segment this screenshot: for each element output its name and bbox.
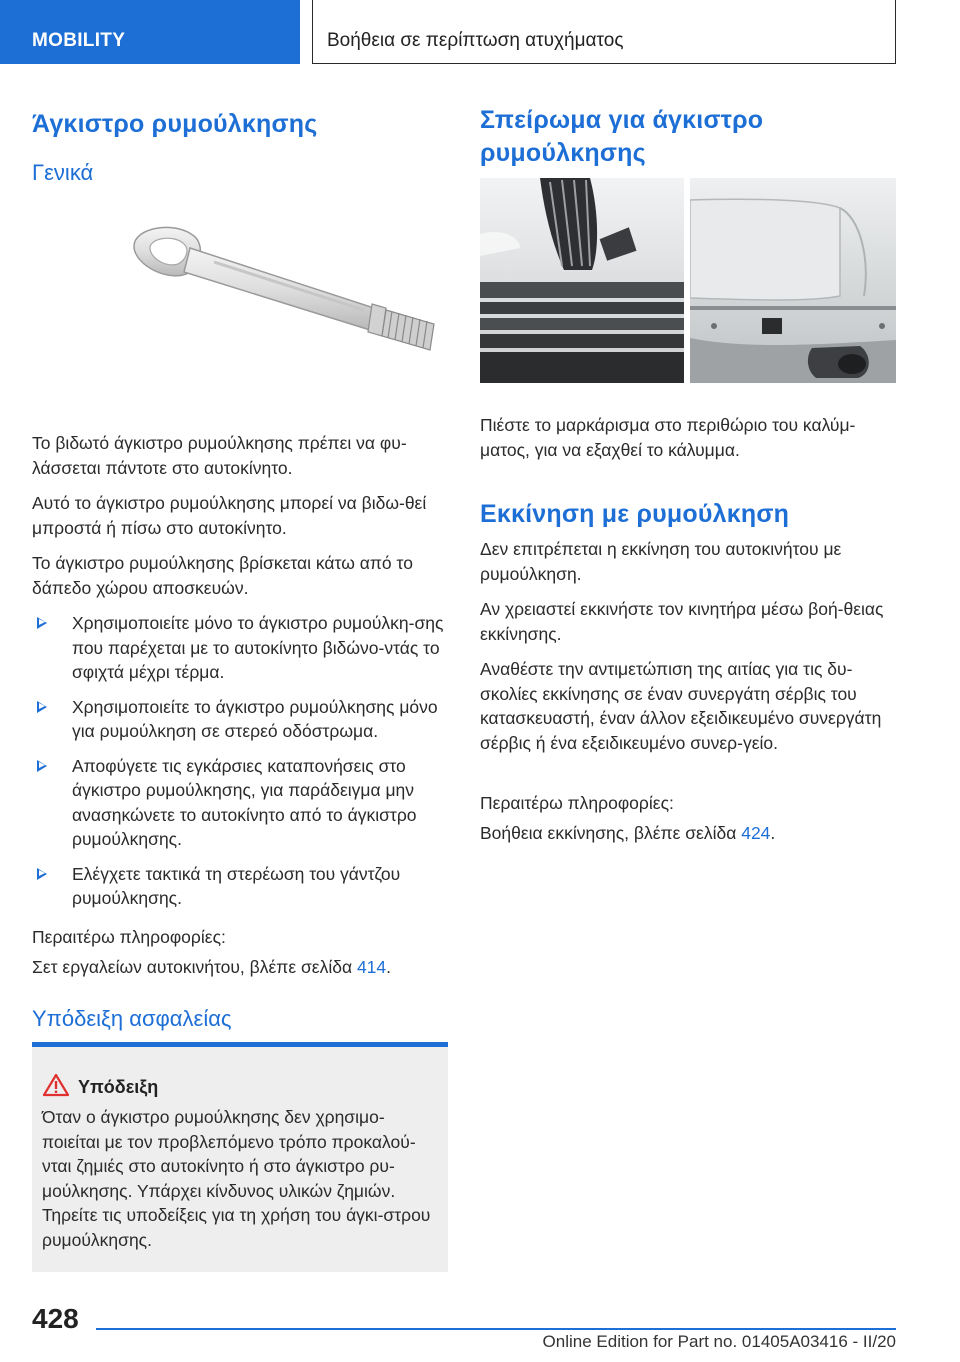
- section-title-tow-start: Εκκίνηση με ρυμούλκηση: [480, 500, 790, 528]
- photo-caption: Πιέστε το μαρκάρισμα στο περιθώριο του καλύμ-ματος, για να εξαχθεί το κάλυμμα.: [480, 415, 856, 460]
- paragraph-jump-start: Αν χρειαστεί εκκινήστε τον κινητήρα μέσω βοή-θειας εκκίνησης.: [480, 599, 884, 644]
- paragraph-mounting: Αυτό το άγκιστρο ρυμούλκησης μπορεί να βιδω-θεί μπροστά ή πίσω στο αυτοκίνητο.: [32, 493, 427, 538]
- list-item: Ελέγχετε τακτικά τη στερέωση του γάντζου ρυμούλκησης.: [32, 862, 448, 911]
- bullet-arrow-icon: [37, 617, 47, 629]
- cross-reference: Σετ εργαλείων αυτοκινήτου, βλέπε σελίδα 414.: [32, 957, 392, 977]
- paragraph-tow-start-prohibited: Δεν επιτρέπεται η εκκίνηση του αυτοκινήτου με ρυμούλκηση.: [480, 539, 842, 584]
- page-title: Άγκιστρο ρυμούλκησης: [32, 110, 318, 138]
- subheading-general: Γενικά: [32, 160, 94, 185]
- chapter-header: [312, 0, 896, 64]
- edition-note: Online Edition for Part no. 01405A03416 - II/20: [542, 1332, 896, 1351]
- cross-reference-right: Βοήθεια εκκίνησης, βλέπε σελίδα 424.: [480, 823, 776, 843]
- section-label: MOBILITY: [32, 30, 126, 51]
- page-number: 428: [32, 1303, 79, 1334]
- tow-hook-image: [124, 218, 444, 378]
- list-item: Αποφύγετε τις εγκάρσιες καταπονήσεις στο άγκιστρο ρυμούλκησης, για παράδειγμα μην ανασηκώνετε το αυτοκίνητο από το άγκιστρο ρυμούλκησης.: [32, 754, 448, 852]
- more-info-label-right: Περαιτέρω πληροφορίες:: [480, 793, 674, 813]
- page-link[interactable]: 424: [741, 823, 771, 843]
- paragraph-storage: Το βιδωτό άγκιστρο ρυμούλκησης πρέπει να φυ-λάσσεται πάντοτε στο αυτοκίνητο.: [32, 433, 407, 478]
- section-title-thread: Σπείρωμα για άγκιστρο ρυμούλκησης: [480, 106, 764, 167]
- bullet-arrow-icon: [37, 701, 47, 713]
- paragraph-location: Το άγκιστρο ρυμούλκησης βρίσκεται κάτω από το δάπεδο χώρου αποσκευών.: [32, 553, 413, 598]
- instruction-list: [32, 611, 448, 921]
- warning-icon: [42, 1073, 70, 1097]
- bumper-photo: [480, 178, 896, 383]
- chapter-label: Βοήθεια σε περίπτωση ατυχήματος: [327, 30, 624, 51]
- safety-notice-box: [32, 1042, 448, 1272]
- page-link[interactable]: 414: [356, 957, 387, 977]
- footer-divider: [96, 1328, 896, 1330]
- bullet-arrow-icon: [37, 868, 47, 880]
- subheading-safety: Υπόδειξη ασφαλείας: [32, 1006, 232, 1031]
- safety-notice-text: Όταν ο άγκιστρο ρυμούλκησης δεν χρησιμο-ποιείται με τον προβλεπόμενο τρόπο προκαλού-νται ζημιές στο αυτοκίνητο ή στο άγκιστρο ρυ-μούλκησης. Υπάρχει κίνδυνος υλικών ζημιών. Τηρείτε τις υποδείξεις για τη χρήση του άγκι-στρου ρυμούλκησης.: [42, 1107, 431, 1250]
- list-item: Χρησιμοποιείτε το άγκιστρο ρυμούλκησης μόνο για ρυμούλκηση σε στερεό οδόστρωμα.: [32, 695, 448, 744]
- bullet-arrow-icon: [37, 760, 47, 772]
- section-tab: [0, 0, 300, 64]
- list-item: Χρησιμοποιείτε μόνο το άγκιστρο ρυμούλκη-σης που παρέχεται με το αυτοκίνητο βιδώνο-ντάς το σφιχτά μέχρι τέρμα.: [32, 611, 448, 685]
- paragraph-service-partner: Αναθέστε την αντιμετώπιση της αιτίας για τις δυ-σκολίες εκκίνησης σε έναν συνεργάτη σέρβις του κατασκευαστή, έναν άλλον εξειδικευμένο συνεργάτη σέρβις ή ένα εξειδικευμένο συνερ-γείο.: [480, 659, 882, 753]
- safety-notice-title: Υπόδειξη: [78, 1077, 159, 1097]
- more-info-label: Περαιτέρω πληροφορίες:: [32, 927, 226, 947]
